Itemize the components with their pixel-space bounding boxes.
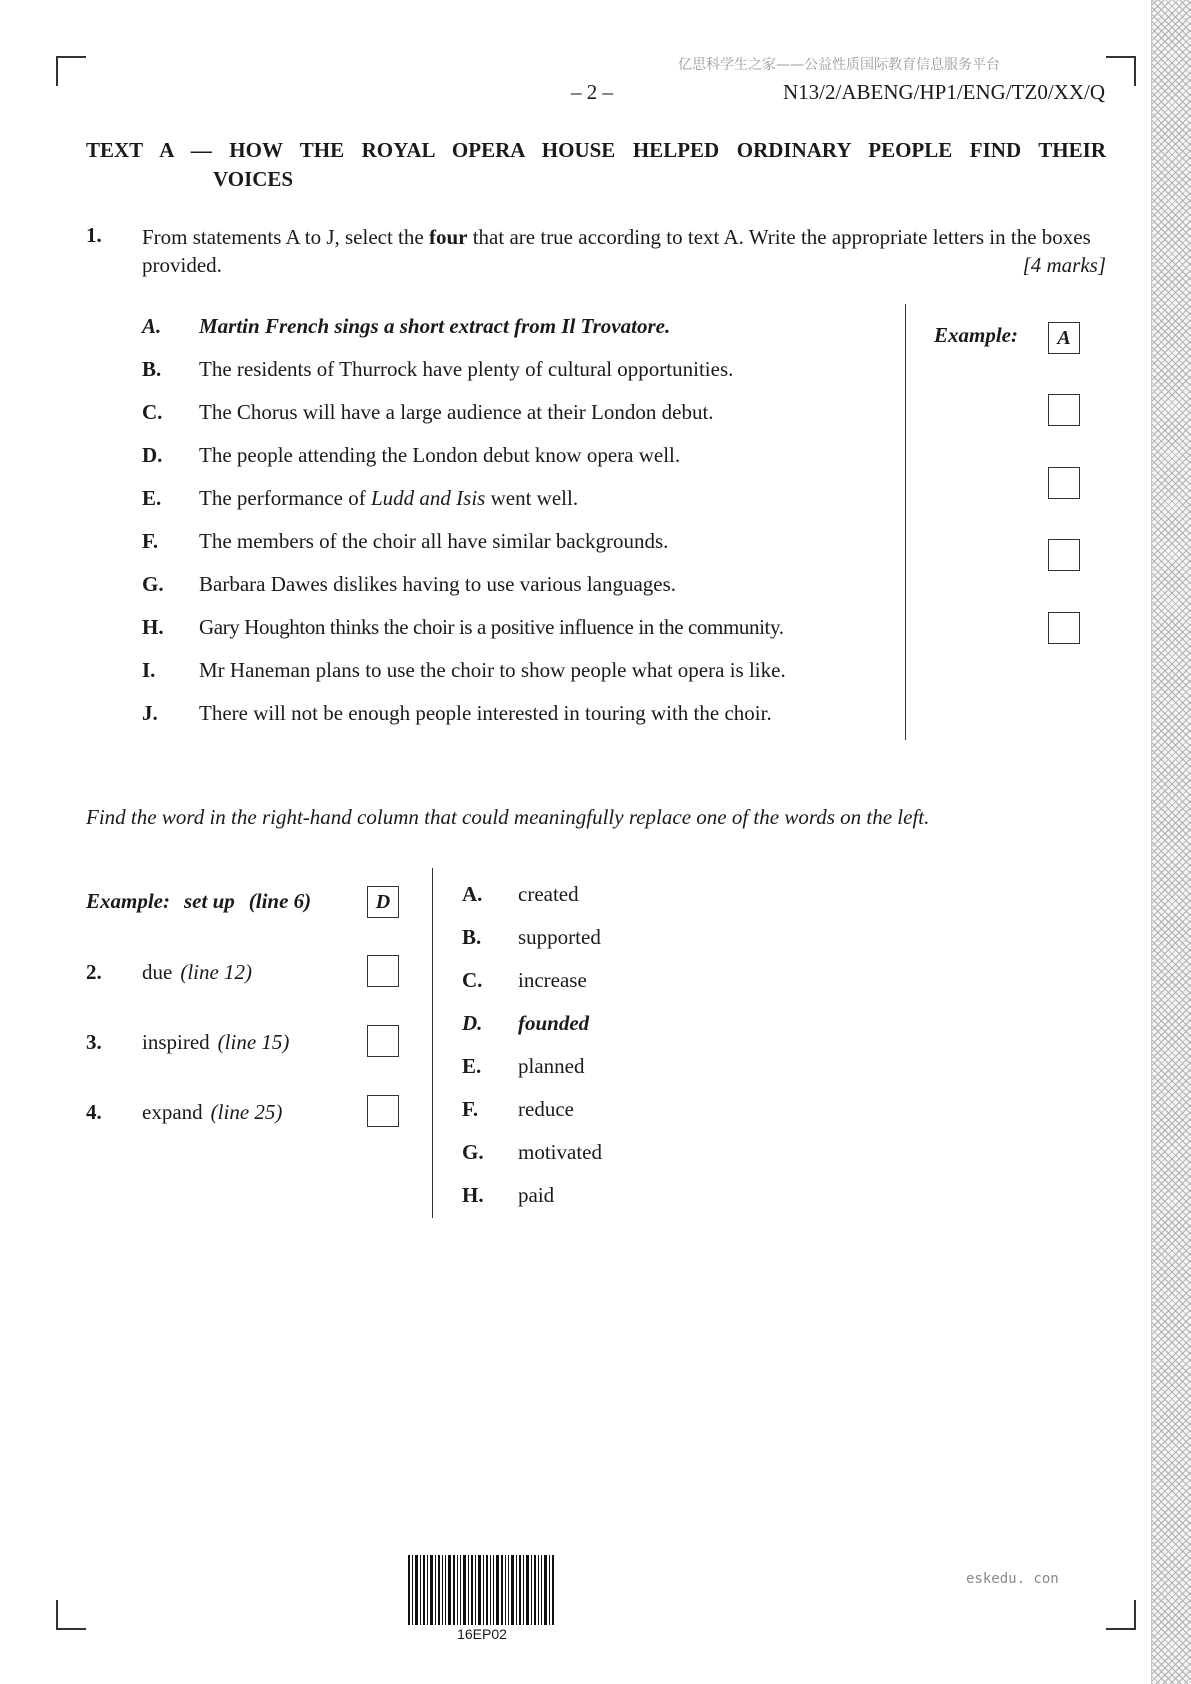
vocab-option-letter: H. — [462, 1183, 484, 1207]
statement-letter: G. — [142, 572, 164, 596]
question-text-bold: four — [428, 225, 468, 249]
statement-text: Barbara Dawes dislikes having to use various languages. — [199, 572, 677, 596]
statement-letter: D. — [142, 443, 163, 467]
vocab-example — [86, 889, 325, 914]
answer-box-3[interactable] — [1048, 539, 1080, 571]
statement-letter: F. — [142, 529, 159, 553]
vocab-question-body — [142, 960, 252, 985]
corner-mark-bottom-right — [1106, 1600, 1136, 1630]
statement-text-italic: Ludd and Isis — [371, 486, 486, 510]
section-title — [86, 136, 1106, 194]
column-divider — [905, 304, 906, 740]
corner-mark-bottom-left — [56, 1600, 86, 1630]
question-number: 1. — [86, 223, 102, 247]
vocab-question-body — [142, 1030, 289, 1055]
barcode — [408, 1555, 556, 1625]
statement-letter: J. — [142, 701, 158, 725]
statement-text: There will not be enough people interested in touring with the choir. — [199, 701, 772, 725]
barcode-bars — [408, 1555, 554, 1625]
statement-letter: I. — [142, 658, 156, 682]
vocab-option-word: created — [518, 882, 579, 906]
answer-box-4[interactable] — [1048, 612, 1080, 644]
statement-text: Mr Haneman plans to use the choir to show people what opera is like. — [199, 658, 786, 682]
watermark: 亿思科学生之家——公益性质国际教育信息服务平台 — [678, 57, 1000, 73]
vocab-option-word: paid — [518, 1183, 555, 1207]
vocab-option-word: supported — [518, 925, 601, 949]
statement-text-part: The performance of — [199, 486, 371, 510]
vocab-option-word: increase — [518, 968, 587, 992]
vocab-example-label: Example: — [86, 889, 170, 913]
page-number: – 2 – — [571, 80, 613, 104]
statement-text-part: went well. — [485, 486, 579, 510]
vocab-instruction: Find the word in the right-hand column that could meaningfully replace one of the words on the left. — [86, 805, 930, 829]
vocab-question-word: expand — [142, 1100, 203, 1124]
title-line-1: TEXT A — HOW THE ROYAL OPERA HOUSE HELPED ORDINARY PEOPLE FIND THEIR — [86, 138, 1106, 162]
question-text-before: From statements A to J, select the — [142, 225, 429, 249]
vocab-question-word: inspired — [142, 1030, 210, 1054]
vocab-question-number: 4. — [86, 1100, 102, 1124]
statement-text: The Chorus will have a large audience at their London debut. — [199, 400, 714, 424]
question-text — [142, 223, 1106, 279]
vocab-option-letter: C. — [462, 968, 483, 992]
vocab-example-word: set up — [184, 889, 235, 913]
vocab-option-letter: A. — [462, 882, 483, 906]
vocab-question-number: 3. — [86, 1030, 102, 1054]
vocab-option-letter: D. — [462, 1011, 483, 1035]
vocab-answer-box-3[interactable] — [367, 1025, 399, 1057]
corner-mark-top-left — [56, 56, 86, 86]
vocab-answer-box-2[interactable] — [367, 955, 399, 987]
vocab-question-number: 2. — [86, 960, 102, 984]
example-label: Example: — [934, 323, 1018, 347]
vocab-option-word: founded — [518, 1011, 590, 1035]
vocab-question-word: due — [142, 960, 173, 984]
vocab-option-word: planned — [518, 1054, 585, 1078]
statement-letter: E. — [142, 486, 162, 510]
vocab-option-letter: B. — [462, 925, 482, 949]
vocab-option-letter: G. — [462, 1140, 484, 1164]
vocab-example-answer-box: D — [367, 886, 399, 918]
vocab-question-body — [142, 1100, 282, 1125]
corner-mark-top-right — [1106, 56, 1136, 86]
page-edge-pattern — [1151, 0, 1191, 1684]
vocab-question-line: (line 15) — [217, 1030, 290, 1054]
vocab-answer-box-4[interactable] — [367, 1095, 399, 1127]
statement-letter: H. — [142, 615, 164, 639]
answer-box-1[interactable] — [1048, 394, 1080, 426]
vocab-option-word: motivated — [518, 1140, 602, 1164]
vocab-option-word: reduce — [518, 1097, 574, 1121]
statement-text: Gary Houghton thinks the choir is a positive influence in the community. — [199, 615, 784, 639]
answer-box-2[interactable] — [1048, 467, 1080, 499]
site-watermark: eskedu. con — [966, 1571, 1059, 1587]
statement-text — [199, 486, 578, 511]
vocab-question-line: (line 25) — [210, 1100, 283, 1124]
vocab-example-line: (line 6) — [248, 889, 312, 913]
statement-letter: A. — [142, 314, 162, 338]
statement-text: The members of the choir all have similar backgrounds. — [199, 529, 669, 553]
paper-code: N13/2/ABENG/HP1/ENG/TZ0/XX/Q — [783, 80, 1105, 104]
statement-text: The people attending the London debut know opera well. — [199, 443, 681, 467]
barcode-label: 16EP02 — [457, 1626, 507, 1642]
statement-text: Martin French sings a short extract from Il Trovatore. — [199, 314, 671, 338]
example-answer-box: A — [1048, 322, 1080, 354]
vocab-question-line: (line 12) — [180, 960, 253, 984]
vocab-option-letter: F. — [462, 1097, 479, 1121]
vocab-column-divider — [432, 868, 433, 1218]
title-line-2: VOICES — [213, 167, 294, 191]
question-text-after: that are true according to text A. Write the appropriate letters in the boxes provided. — [142, 225, 1091, 277]
vocab-option-letter: E. — [462, 1054, 482, 1078]
statement-text: The residents of Thurrock have plenty of cultural opportunities. — [199, 357, 734, 381]
marks: [4 marks] — [1022, 253, 1106, 277]
statement-letter: C. — [142, 400, 163, 424]
statement-letter: B. — [142, 357, 162, 381]
